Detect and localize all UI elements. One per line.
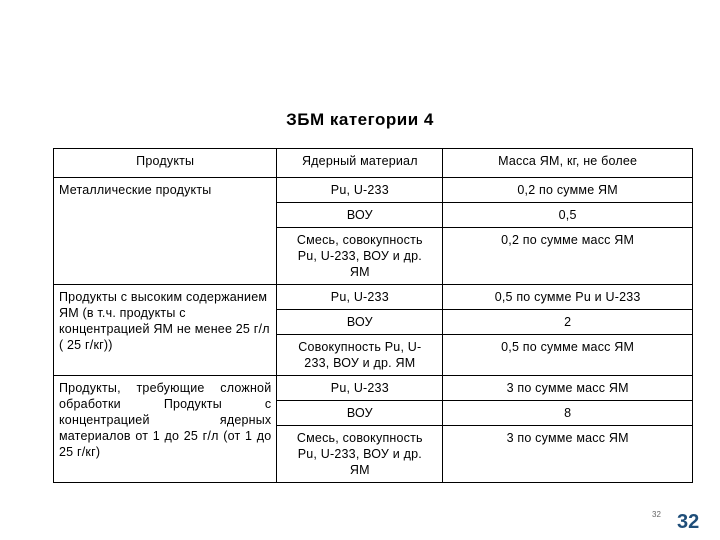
mass-cell: 0,2 по сумме ЯМ — [443, 178, 693, 203]
table-row — [54, 178, 693, 203]
categories-table — [53, 148, 693, 483]
header-mass: Масса ЯМ, кг, не более — [443, 149, 693, 178]
header-material: Ядерный материал — [277, 149, 443, 178]
mass-cell: 0,5 — [443, 203, 693, 228]
page-number-small: 32 — [652, 510, 661, 519]
mass-cell: 0,2 по сумме масс ЯМ — [443, 228, 693, 285]
mass-cell: 8 — [443, 401, 693, 426]
material-cell: Смесь, совокупность Pu, U-233, ВОУ и др. ЯМ — [277, 228, 443, 285]
material-cell: ВОУ — [277, 310, 443, 335]
mass-cell: 0,5 по сумме Pu и U-233 — [443, 285, 693, 310]
mass-cell: 2 — [443, 310, 693, 335]
table-row — [54, 376, 693, 401]
material-cell: Смесь, совокупность Pu, U-233, ВОУ и др. ЯМ — [277, 426, 443, 483]
product-cell: Продукты, требующие сложной обработки Продукты с концентрацией ядерных материалов от 1 до 25 г/л (от 1 до 25 г/кг) — [54, 376, 277, 483]
material-cell: Совокупность Pu, U-233, ВОУ и др. ЯМ — [277, 335, 443, 376]
material-cell: Pu, U-233 — [277, 178, 443, 203]
table-header-row — [54, 149, 693, 178]
product-cell: Металлические продукты — [54, 178, 277, 285]
mass-cell: 3 по сумме масс ЯМ — [443, 426, 693, 483]
mass-cell: 3 по сумме масс ЯМ — [443, 376, 693, 401]
product-cell: Продукты с высоким содержанием ЯМ (в т.ч. продукты с концентрацией ЯМ не менее 25 г/л ( 25 г/кг)) — [54, 285, 277, 376]
material-cell: ВОУ — [277, 203, 443, 228]
slide-title: ЗБМ категории 4 — [286, 110, 434, 129]
table-row — [54, 285, 693, 310]
mass-cell: 0,5 по сумме масс ЯМ — [443, 335, 693, 376]
page-number: 32 — [677, 511, 700, 533]
header-products: Продукты — [54, 149, 277, 178]
material-cell: Pu, U-233 — [277, 376, 443, 401]
material-cell: ВОУ — [277, 401, 443, 426]
material-cell: Pu, U-233 — [277, 285, 443, 310]
